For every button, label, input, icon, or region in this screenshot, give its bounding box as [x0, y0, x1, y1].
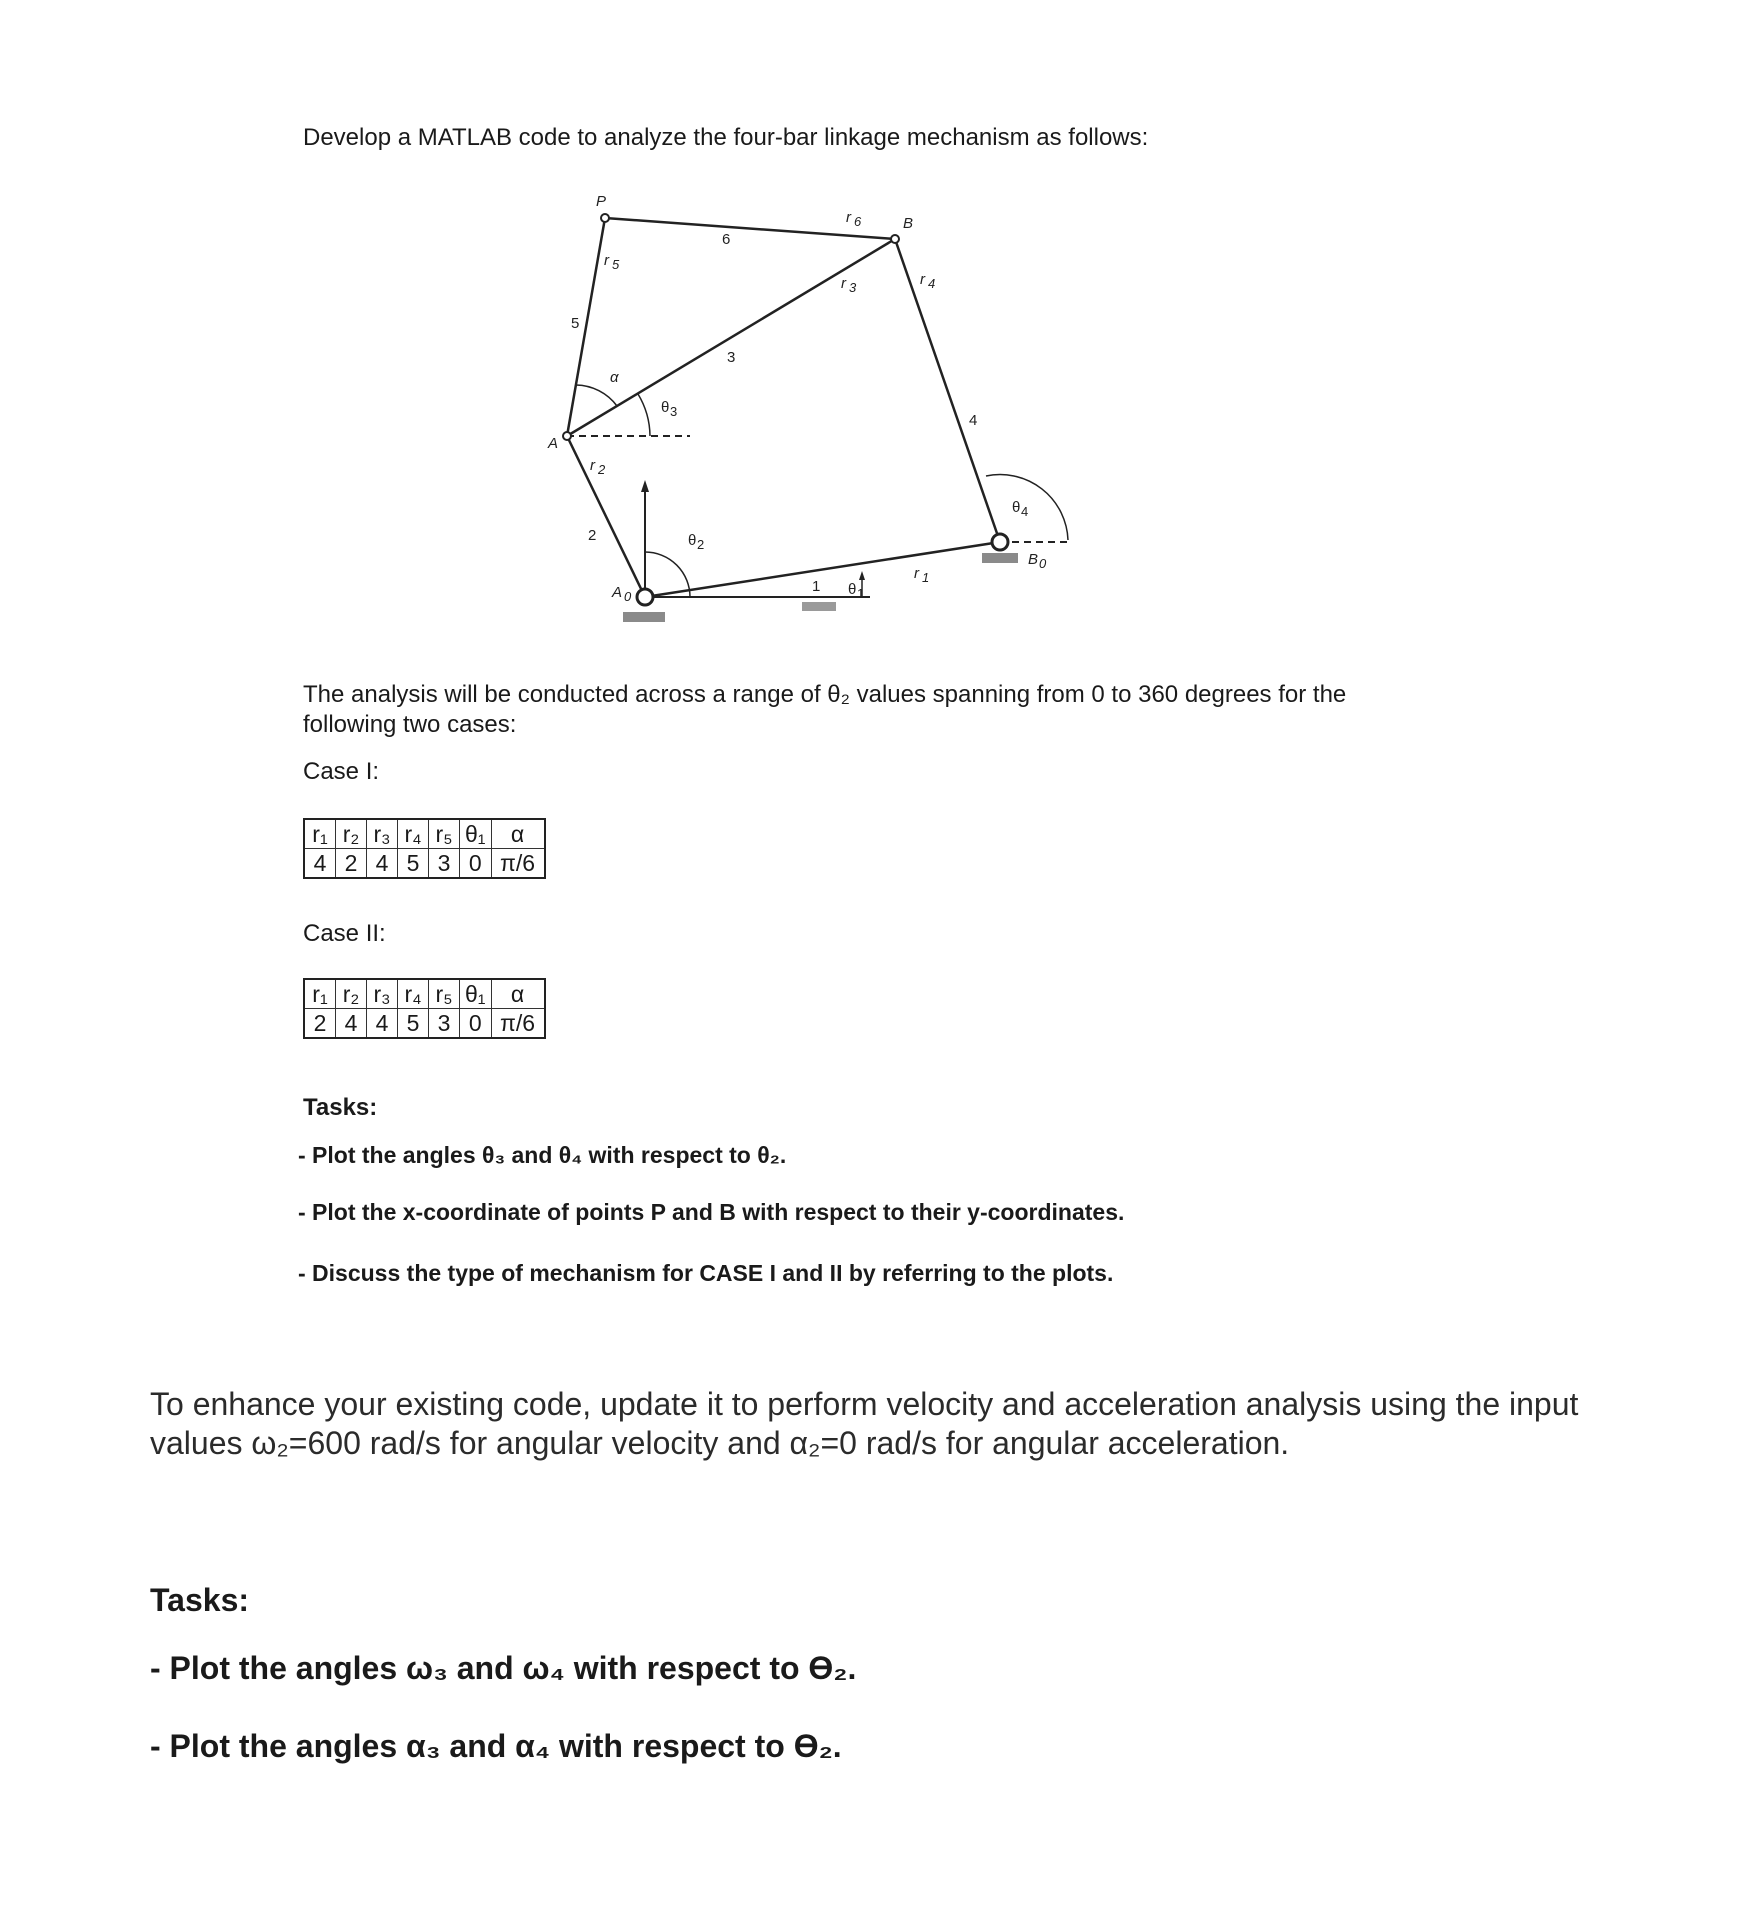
- case1-header-cell: α: [491, 819, 545, 849]
- case2-value-cell: 3: [429, 1009, 460, 1039]
- case2-header-cell: r₂: [336, 979, 367, 1009]
- vector-label-r3: r: [841, 275, 846, 292]
- tasks1-item: - Discuss the type of mechanism for CASE I and II by referring to the plots.: [298, 1260, 1114, 1286]
- link-r4: [895, 239, 1000, 542]
- ground-hatch-b0: [982, 553, 1018, 563]
- case2-header-cell: r₃: [367, 979, 398, 1009]
- intro-text: Develop a MATLAB code to analyze the four-bar linkage mechanism as follows:: [303, 124, 1149, 151]
- label-a0: A: [612, 584, 623, 601]
- tasks1-heading: Tasks:: [303, 1094, 378, 1121]
- link-number-2: 2: [588, 527, 597, 544]
- label-p: P: [596, 193, 607, 210]
- case1-label: Case I:: [303, 758, 380, 785]
- case1-header-cell: r₅: [429, 819, 460, 849]
- angle-label-theta3: θ: [661, 399, 670, 416]
- tasks2-heading: Tasks:: [150, 1582, 250, 1618]
- case1-header-cell: r₂: [336, 819, 367, 849]
- vector-label-r1: r: [914, 565, 919, 582]
- enhance-text: To enhance your existing code, update it to perform velocity and acceleration analysis using the input values ω₂=600 rad/s for angular velocity and α₂=0 rad/s for angular acceleration.: [150, 1386, 1579, 1461]
- link-number-6: 6: [722, 231, 731, 248]
- angle-label-theta1: θ: [848, 581, 857, 598]
- pivot-b0: [992, 534, 1008, 550]
- case1-value-cell: 2: [336, 849, 367, 879]
- ground-hatch-mid: [802, 602, 836, 611]
- case2-table: [303, 978, 546, 1039]
- theta3-arc: [638, 394, 650, 436]
- label-a0-sub: 0: [624, 589, 632, 604]
- label-b0: B: [1028, 551, 1039, 568]
- case1-header-cell: θ₁: [460, 819, 492, 849]
- vector-label-r6: r: [846, 209, 851, 226]
- range-text: The analysis will be conducted across a range of θ₂ values spanning from 0 to 360 degrees for the following two cases:: [303, 681, 1347, 738]
- vector-sub-r4: 4: [928, 276, 936, 291]
- case2-label: Case II:: [303, 920, 386, 947]
- joint-p: [601, 214, 609, 222]
- pivot-a0: [637, 589, 653, 605]
- case1-value-cell: 5: [398, 849, 429, 879]
- angle-sub-theta2: 2: [697, 537, 705, 552]
- case2-value-cell: 0: [460, 1009, 492, 1039]
- case2-value-cell: 2: [304, 1009, 336, 1039]
- link-r2: [567, 436, 645, 597]
- vector-sub-r6: 6: [854, 214, 862, 229]
- tasks2-item: - Plot the angles α₃ and α₄ with respect to ϴ₂.: [150, 1728, 842, 1764]
- case1-value-row: [304, 849, 545, 879]
- vector-label-r4: r: [920, 271, 925, 288]
- angle-sub-theta4: 4: [1021, 504, 1029, 519]
- angle-label-theta2: θ: [688, 532, 697, 549]
- link-number-4: 4: [969, 412, 978, 429]
- joint-a: [563, 432, 571, 440]
- vector-label-r2: r: [590, 457, 595, 474]
- case2-header-cell: α: [491, 979, 545, 1009]
- joint-b: [891, 235, 899, 243]
- link-number-5: 5: [571, 315, 580, 332]
- vector-sub-r2: 2: [598, 462, 606, 477]
- four-bar-linkage-diagram: [540, 190, 1110, 640]
- tasks1-item: - Plot the x-coordinate of points P and B with respect to their y-coordinates.: [298, 1199, 1125, 1225]
- angle-sub-theta3: 3: [670, 404, 678, 419]
- case2-header-cell: θ₁: [460, 979, 492, 1009]
- label-a: A: [548, 435, 559, 452]
- case1-value-cell: 3: [429, 849, 460, 879]
- angle-label-theta4: θ: [1012, 499, 1021, 516]
- case1-header-cell: r₄: [398, 819, 429, 849]
- case2-value-cell: 5: [398, 1009, 429, 1039]
- label-b: B: [903, 215, 914, 232]
- case1-value-cell: π/6: [491, 849, 545, 879]
- case1-value-cell: 4: [304, 849, 336, 879]
- case2-header-cell: r₁: [304, 979, 336, 1009]
- vector-sub-r5: 5: [612, 257, 620, 272]
- case2-value-row: [304, 1009, 545, 1039]
- label-b0-sub: 0: [1039, 556, 1047, 571]
- link-number-3: 3: [727, 349, 736, 366]
- case1-header-cell: r₃: [367, 819, 398, 849]
- case2-header-row: [304, 979, 545, 1009]
- link-number-1: 1: [812, 578, 821, 595]
- case1-table: [303, 818, 546, 879]
- tasks2-item: - Plot the angles ω₃ and ω₄ with respect to ϴ₂.: [150, 1650, 857, 1686]
- angle-label-alpha: α: [610, 369, 619, 386]
- vector-sub-r3: 3: [849, 280, 857, 295]
- vector-sub-r1: 1: [922, 570, 930, 585]
- case2-header-cell: r₄: [398, 979, 429, 1009]
- case1-header-row: [304, 819, 545, 849]
- case2-header-cell: r₅: [429, 979, 460, 1009]
- tasks1-item: - Plot the angles θ₃ and θ₄ with respect to θ₂.: [298, 1142, 787, 1168]
- angle-sub-theta1: 1: [857, 586, 865, 601]
- case1-value-cell: 0: [460, 849, 492, 879]
- case2-value-cell: 4: [336, 1009, 367, 1039]
- case1-value-cell: 4: [367, 849, 398, 879]
- alpha-arc: [576, 385, 617, 406]
- ground-hatch-a0: [623, 612, 665, 622]
- link-r6: [605, 218, 895, 239]
- case2-value-cell: 4: [367, 1009, 398, 1039]
- case2-value-cell: π/6: [491, 1009, 545, 1039]
- vector-label-r5: r: [604, 252, 609, 269]
- case1-header-cell: r₁: [304, 819, 336, 849]
